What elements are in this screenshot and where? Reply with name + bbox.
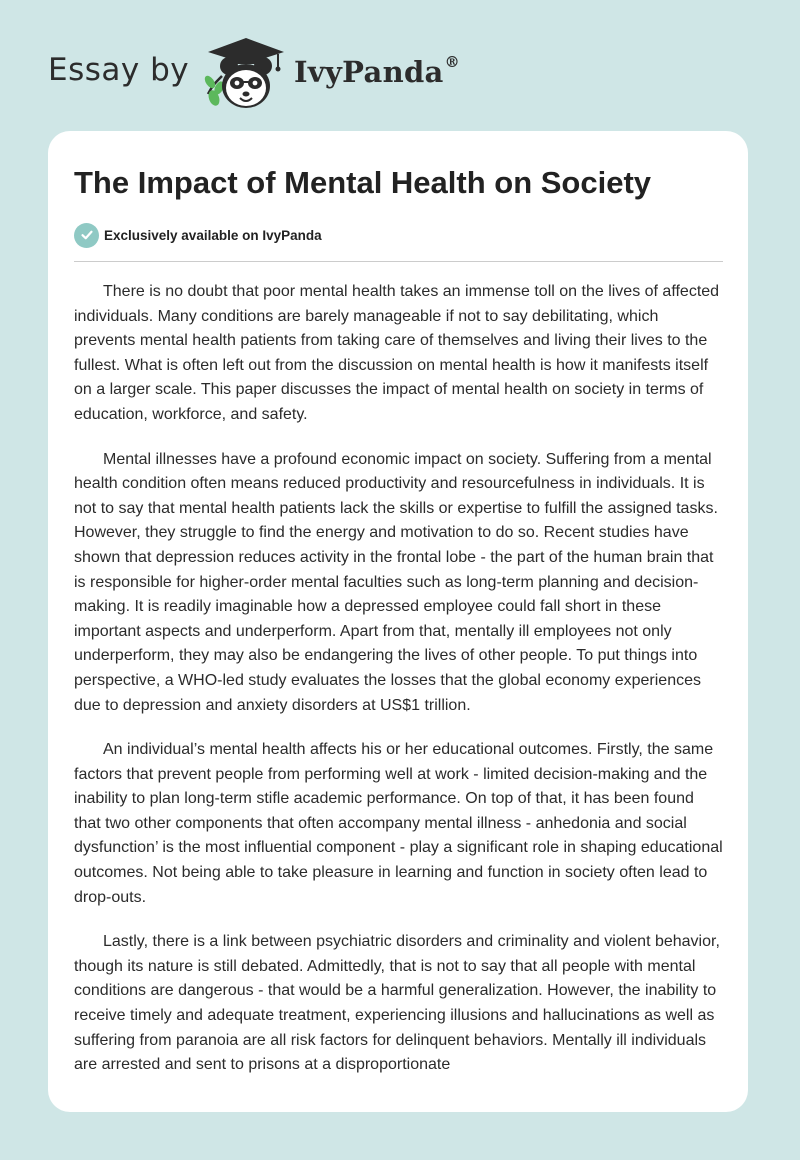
essay-by-label: Essay by <box>48 52 190 88</box>
essay-body <box>74 280 724 1098</box>
essay-paragraph: Lastly, there is a link between psychiatric disorders and criminality and violent behavior, though its nature is still debated. Admittedly, that is not to say that all people with mental conditions are dangerous - that would be a harmful generalization. However, the inability to receive timely and adequate treatment, experiencing illusions and hallucinations as well as suffering from paranoia are all risk factors for delinquent behaviors. Mentally ill individuals are arrested and sent to prisons at a disproportionate <box>74 933 720 1074</box>
essay-title: The Impact of Mental Health on Society <box>74 165 652 200</box>
essay-paragraph: There is no doubt that poor mental health takes an immense toll on the lives of affected individuals. Many conditions are barely manageable if not to say debilitating, which prevents mental health patients from taking care of themselves and living their lives to the fullest. What is often left out from the discussion on mental health is how it manifests itself on a larger scale. This paper discusses the impact of mental health on society in terms of education, workforce, and safety. <box>74 283 720 423</box>
title-divider <box>74 261 723 262</box>
registered-mark: ® <box>444 53 460 71</box>
essay-paragraph: Mental illnesses have a profound economic impact on society. Suffering from a mental health condition often means reduced productivity and resourcefulness in individuals. It is not to say that mental health patients lack the skills or expertise to fulfill the assigned tasks. However, they struggle to find the energy and motivation to do so. Recent studies have shown that depression reduces activity in the frontal lobe - the part of the human brain that is responsible for higher-order mental faculties such as long-term planning and decision-making. It is readily imaginable how a depressed employee could fall short in these important aspects and underperform. Apart from that, mentally ill employees not only underperform, they may also be endangering the lives of other people. To put things into perspective, a WHO-led study evaluates the losses that the global economy experiences due to depression and anxiety disorders at US$1 trillion. <box>74 450 718 714</box>
exclusive-badge-label: Exclusively available on IvyPanda <box>104 227 322 243</box>
brand-name-text: IvyPanda <box>294 55 444 89</box>
essay-card <box>48 131 748 1112</box>
brand-name[interactable] <box>294 55 460 89</box>
check-icon <box>74 223 99 248</box>
site-header <box>0 0 800 125</box>
exclusive-badge <box>74 222 322 248</box>
panda-logo-icon[interactable] <box>202 36 288 112</box>
essay-paragraph: An individual’s mental health affects his or her educational outcomes. Firstly, the same factors that prevent people from performing well at work - limited decision-making and the inability to plan long-term stifle academic performance. On top of that, it has been found that two other components that often accompany mental illness - anhedonia and social dysfunction’ is the most influential component - play a significant role in shaping educational outcomes. Not being able to take pleasure in learning and function in society often lead to drop-outs. <box>74 741 723 906</box>
